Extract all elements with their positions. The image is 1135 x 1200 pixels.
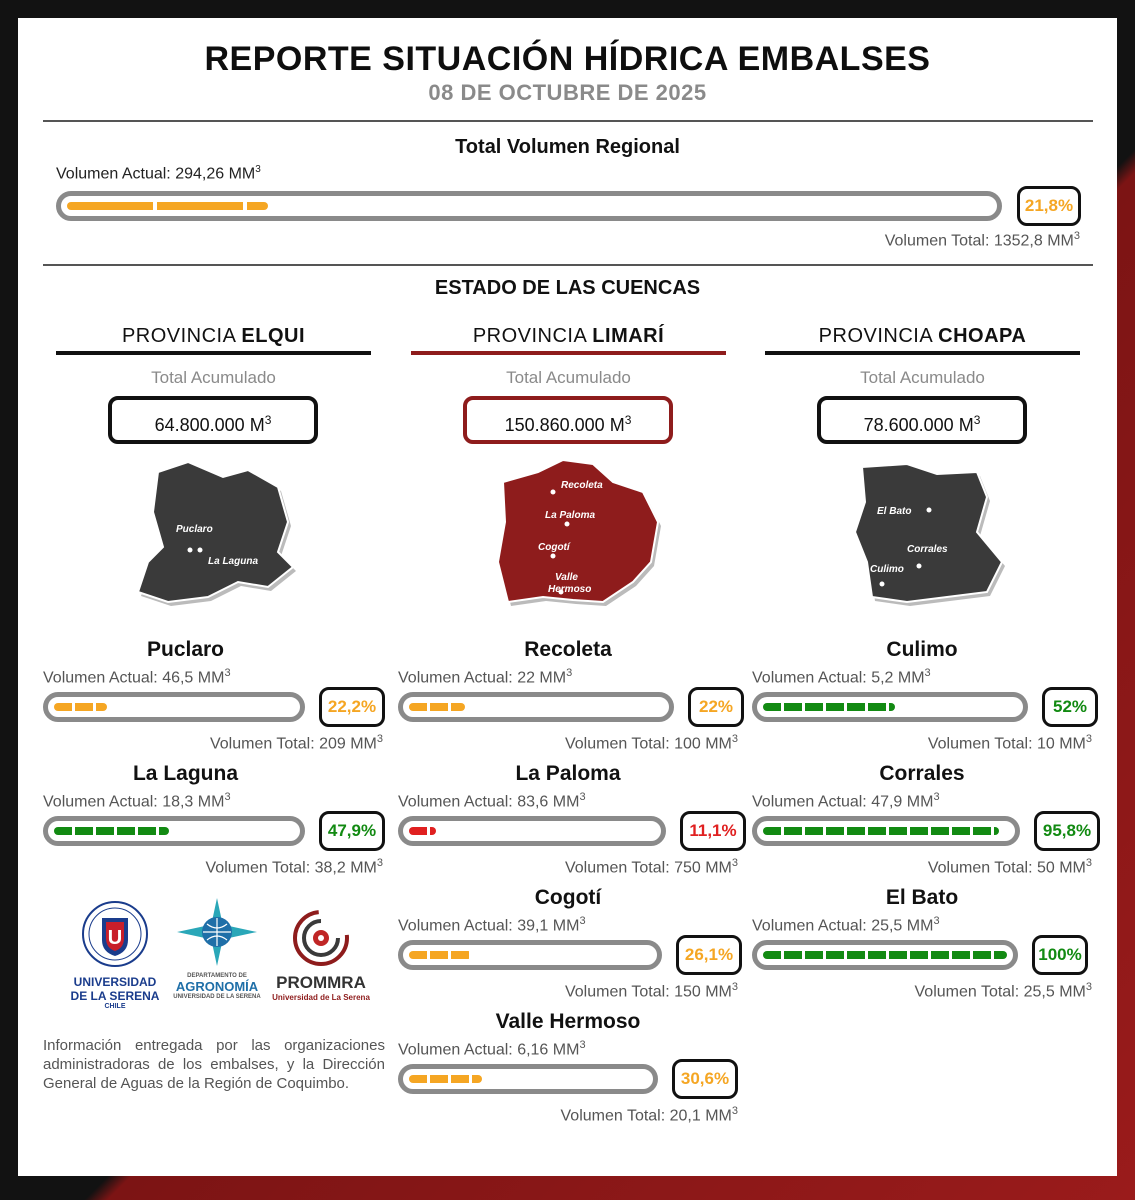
reservoir-percent-text: 47,9% (327, 821, 377, 840)
reservoir-progress-bar (398, 1064, 658, 1094)
reservoir-total-text: Volumen Total: 25,5 MM (914, 983, 1086, 1001)
reservoir-actual-exponent: 3 (579, 791, 586, 803)
province-map-icon (837, 452, 1017, 617)
reservoir-name: Puclaro (146, 638, 225, 661)
reservoir-progress-fill (763, 703, 895, 711)
map-dot (927, 508, 932, 513)
reservoir-percent-badge (1042, 687, 1098, 727)
map-dot (880, 582, 885, 587)
reservoir-total-text: Volumen Total: 38,2 MM (205, 859, 377, 877)
report-date: 08 DE OCTUBRE DE 2025 (428, 80, 707, 105)
reservoir-actual (398, 915, 586, 935)
province-map (128, 452, 308, 617)
province-heading (765, 325, 1080, 348)
province-heading (56, 325, 371, 348)
accumulated-exponent: 3 (264, 413, 272, 427)
reservoir-total (752, 733, 1092, 753)
reservoir-total-exponent: 3 (731, 857, 738, 869)
regional-total: Volumen Total: 1352,8 $MM^3$ (884, 230, 1080, 250)
svg-text:U: U (107, 927, 123, 949)
reservoir-percent-text: 95,8% (1042, 821, 1092, 840)
reservoir-percent-badge (676, 935, 742, 975)
province-prefix: PROVINCIA (818, 325, 933, 347)
reservoir-progress-bar (398, 940, 662, 970)
reservoir-percent-badge (319, 811, 385, 851)
reservoir-actual (398, 1039, 586, 1059)
reservoir-actual (752, 791, 940, 811)
reservoir-actual-text: Volumen Actual: 46,5 MM (43, 669, 225, 687)
map-dot (551, 490, 556, 495)
accumulated-unit: M (958, 415, 974, 435)
reservoir-total-exponent: 3 (731, 733, 738, 745)
reservoir-percent-text: 52% (1052, 697, 1088, 716)
reservoir-actual-text: Volumen Actual: 39,1 MM (398, 917, 580, 935)
accumulated-value: 78.600.000 (863, 415, 954, 435)
accumulated-value: 64.800.000 (154, 415, 245, 435)
reservoir-name: Valle Hermoso (495, 1010, 641, 1033)
accumulated-exponent: 3 (973, 413, 981, 427)
reservoir-total-text: Volumen Total: 150 MM (564, 983, 732, 1001)
compass-globe-icon (167, 896, 267, 968)
map-label: Hermoso (548, 584, 592, 595)
reservoir-progress-fill (54, 827, 169, 835)
province-map-icon (128, 452, 308, 617)
map-label: Cogotí (538, 542, 570, 553)
reservoir-total (752, 981, 1092, 1001)
reservoir-name: La Laguna (132, 762, 238, 785)
agronomia-logo: DEPARTAMENTO DE AGRONOMÍA UNIVERSIDAD DE LA SERENA (167, 896, 267, 1000)
reservoir-progress-bar (43, 816, 305, 846)
accumulated-unit: M (249, 415, 265, 435)
map-label: Valle (555, 572, 578, 583)
reservoir-name: La Paloma (515, 762, 621, 785)
accumulated-label: Total Acumulado (151, 368, 276, 387)
regional-progress-fill (67, 202, 268, 210)
reservoir-percent-badge (1032, 935, 1088, 975)
reservoir-total-exponent: 3 (1085, 981, 1092, 993)
reservoir-total-text: Volumen Total: 100 MM (564, 735, 732, 753)
reservoir-name: Recoleta (524, 638, 612, 661)
reservoir-actual-exponent: 3 (933, 791, 940, 803)
reservoir-total (398, 1105, 738, 1125)
prommra-logo: PROMMRA Universidad de La Serena (271, 906, 371, 1002)
map-dot (565, 522, 570, 527)
accumulated-unit: M (609, 415, 625, 435)
reservoir-total-exponent: 3 (731, 981, 738, 993)
reservoir-progress-fill (409, 703, 465, 711)
reservoir-total (398, 857, 738, 877)
reservoir-actual-exponent: 3 (224, 791, 231, 803)
reservoir-percent-text: 22% (698, 697, 734, 716)
accumulated-total-box (463, 396, 673, 444)
reservoir-progress-bar (752, 940, 1018, 970)
regional-progress-bar (56, 191, 1002, 221)
reservoir-percent-text: 11,1% (689, 821, 737, 840)
reservoir-actual (752, 667, 931, 687)
reservoir-actual-exponent: 3 (933, 915, 940, 927)
reservoir-percent-badge (1034, 811, 1100, 851)
reservoir-progress-bar (398, 816, 666, 846)
map-label: Corrales (907, 544, 948, 555)
reservoir-total-exponent: 3 (376, 733, 383, 745)
reservoir-progress-fill (763, 827, 999, 835)
reservoir-total-exponent: 3 (1085, 733, 1092, 745)
reservoir-percent-badge (680, 811, 746, 851)
province-prefix: PROVINCIA (121, 325, 236, 347)
map-dot (551, 554, 556, 559)
reservoir-progress-fill (409, 951, 472, 959)
accumulated-label: Total Acumulado (860, 368, 985, 387)
reservoir-percent-text: 100% (1038, 945, 1082, 964)
province-heading (411, 325, 726, 348)
reservoir-actual (43, 791, 231, 811)
map-label: Culimo (870, 564, 904, 575)
map-label: La Paloma (545, 510, 596, 521)
accumulated-exponent: 3 (624, 413, 632, 427)
reservoir-actual (752, 915, 940, 935)
map-label: Puclaro (176, 524, 213, 535)
reservoir-progress-bar (752, 816, 1020, 846)
reservoir-percent-badge (319, 687, 385, 727)
reservoir-actual-text: Volumen Actual: 25,5 MM (752, 917, 934, 935)
section-title: ESTADO DE LAS CUENCAS (434, 277, 701, 299)
accumulated-total-box (817, 396, 1027, 444)
province-map-icon (483, 452, 663, 617)
footer-note: Información entregada por las organizaciones administradoras de los embalses, y la Dirección General de Aguas de la Región de Coquimbo. (43, 1037, 385, 1092)
reservoir-percent-text: 26,1% (684, 945, 734, 964)
map-shape (138, 462, 293, 602)
reservoir-progress-fill (409, 1075, 482, 1083)
reservoir-progress-bar (43, 692, 305, 722)
province-name: LIMARÍ (592, 325, 665, 347)
reservoir-total-text: Volumen Total: 20,1 MM (560, 1107, 732, 1125)
province-name: ELQUI (241, 325, 306, 347)
reservoir-actual-exponent: 3 (566, 667, 573, 679)
regional-actual: Volumen Actual: 294,26 $MM^3$ (56, 164, 261, 183)
reservoir-actual (43, 667, 231, 687)
map-label: Recoleta (561, 480, 603, 491)
reservoir-total-text: Volumen Total: 10 MM (927, 735, 1086, 753)
accumulated-total-box (108, 396, 318, 444)
reservoir-name: El Bato (885, 886, 959, 909)
reservoir-name: Corrales (879, 762, 965, 785)
reservoir-actual (398, 791, 586, 811)
reservoir-total (398, 981, 738, 1001)
province-prefix: PROVINCIA (472, 325, 587, 347)
province-name: CHOAPA (938, 325, 1027, 347)
reservoir-actual (398, 667, 572, 687)
reservoir-progress-fill (409, 827, 436, 835)
reservoir-progress-bar (398, 692, 674, 722)
map-dot (198, 548, 203, 553)
reservoir-actual-exponent: 3 (579, 915, 586, 927)
map-dot (188, 548, 193, 553)
reservoir-progress-fill (763, 951, 1007, 959)
page-title: REPORTE SITUACIÓN HÍDRICA EMBALSES (204, 40, 931, 78)
uls-shield-icon (70, 900, 160, 970)
reservoir-actual-text: Volumen Actual: 47,9 MM (752, 793, 934, 811)
reservoir-total-text: Volumen Total: 50 MM (927, 859, 1086, 877)
reservoir-actual-exponent: 3 (579, 1039, 586, 1051)
map-label: El Bato (877, 506, 912, 517)
reservoir-total (43, 857, 383, 877)
reservoir-actual-text: Volumen Actual: 5,2 MM (752, 669, 925, 687)
reservoir-total-exponent: 3 (731, 1105, 738, 1117)
reservoir-progress-fill (54, 703, 107, 711)
reservoir-total-text: Volumen Total: 209 MM (209, 735, 377, 753)
prommra-ring-icon (271, 906, 371, 968)
reservoir-actual-exponent: 3 (924, 667, 931, 679)
reservoir-percent-text: 22,2% (327, 697, 377, 716)
reservoir-percent-badge (688, 687, 744, 727)
reservoir-total (43, 733, 383, 753)
uls-logo: U UNIVERSIDAD DE LA SERENA CHILE (70, 900, 160, 1010)
reservoir-percent-badge (672, 1059, 738, 1099)
reservoir-total-exponent: 3 (376, 857, 383, 869)
province-underline (411, 351, 726, 355)
accumulated-value: 150.860.000 (504, 415, 605, 435)
reservoir-total-text: Volumen Total: 750 MM (564, 859, 732, 877)
reservoir-actual-text: Volumen Actual: 18,3 MM (43, 793, 225, 811)
reservoir-actual-text: Volumen Actual: 22 MM (398, 669, 567, 687)
reservoir-total-exponent: 3 (1085, 857, 1092, 869)
reservoir-total (398, 733, 738, 753)
map-dot (917, 564, 922, 569)
reservoir-name: Cogotí (534, 886, 602, 909)
regional-percent-badge: 21,8% (1017, 186, 1081, 226)
reservoir-progress-bar (752, 692, 1028, 722)
regional-title: Total Volumen Regional (455, 136, 680, 158)
accumulated-label: Total Acumulado (506, 368, 631, 387)
divider (43, 264, 1093, 266)
divider (43, 120, 1093, 122)
province-underline (56, 351, 371, 355)
province-map (483, 452, 663, 617)
province-map (837, 452, 1017, 617)
reservoir-name: Culimo (886, 638, 958, 661)
reservoir-actual-text: Volumen Actual: 6,16 MM (398, 1041, 580, 1059)
logos-row (55, 900, 375, 1010)
reservoir-actual-text: Volumen Actual: 83,6 MM (398, 793, 580, 811)
map-label: La Laguna (208, 556, 259, 567)
reservoir-total (752, 857, 1092, 877)
reservoir-actual-exponent: 3 (224, 667, 231, 679)
province-underline (765, 351, 1080, 355)
reservoir-percent-text: 30,6% (680, 1069, 730, 1088)
